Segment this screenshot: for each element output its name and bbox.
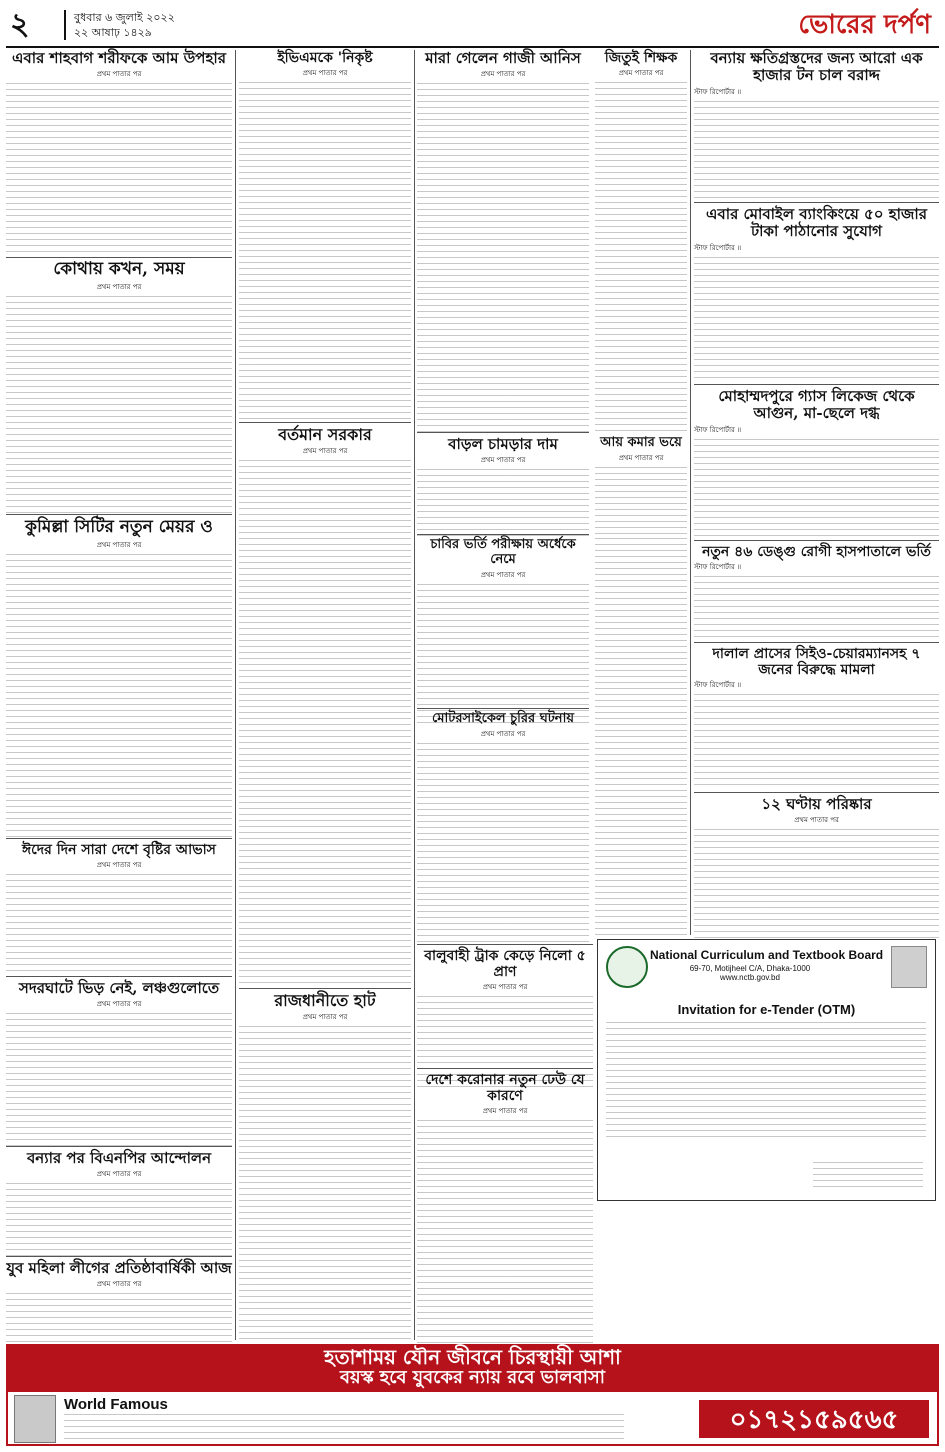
- story: [694, 646, 939, 790]
- story-headline: জিতুই শিক্ষক: [604, 50, 678, 66]
- story-byline: স্টাফ রিপোর্টার ॥: [694, 425, 742, 434]
- divider: [6, 514, 232, 515]
- story-byline: প্রথম পাতার পর: [302, 1013, 348, 1022]
- story-headline: দেশে করোনার নতুন ঢেউ যে কারণে: [425, 1072, 585, 1105]
- story-body: [417, 1120, 593, 1360]
- story: [694, 206, 939, 382]
- story-headline: বর্তমান সরকার: [278, 425, 372, 444]
- story-byline: প্রথম পাতার পর: [480, 70, 526, 79]
- story-byline: স্টাফ রিপোর্টার ॥: [694, 563, 742, 572]
- story-body: [694, 101, 939, 201]
- story: [595, 436, 687, 532]
- story-byline: প্রথম পাতার পর: [96, 861, 142, 870]
- story-body: [6, 554, 232, 842]
- divider: [694, 792, 939, 793]
- tender-notice: [597, 939, 936, 1201]
- divider: [239, 988, 411, 989]
- masthead-title: ভোরের দর্পণ: [798, 10, 931, 40]
- story-headline: কোথায় কখন, সময়: [53, 259, 185, 279]
- story: [6, 518, 232, 836]
- story-body: [694, 439, 939, 539]
- tender-body: [606, 1022, 926, 1142]
- story-headline: এবার মোবাইল ব্যাংকিংয়ে ৫০ হাজার টাকা পাঠানোর সুযোগ: [705, 205, 928, 241]
- ad-world-famous: World Famous: [64, 1396, 168, 1413]
- divider: [694, 642, 939, 643]
- story: [417, 50, 589, 430]
- story-headline: মোহাম্মদপুরে গ্যাস লিকেজ থেকে আগুন, মা-ছেলে দগ্ধ: [718, 387, 915, 423]
- story-headline: রাজধানীতে হাট: [274, 991, 376, 1010]
- story-body: [417, 743, 589, 947]
- story-byline: স্টাফ রিপোর্টার ॥: [694, 87, 742, 96]
- divider: [6, 976, 232, 977]
- divider: [694, 540, 939, 541]
- story-headline: বাড়ল চামড়ার দাম: [448, 435, 558, 453]
- page-number: ২: [10, 7, 30, 42]
- story: [6, 980, 232, 1144]
- story: [417, 1072, 593, 1340]
- story-headline: ইভিএমকে 'নিকৃষ্ট: [277, 50, 373, 66]
- divider: [417, 534, 589, 535]
- ad-person-photo: [14, 1395, 56, 1443]
- story-byline: প্রথম পাতার পর: [302, 447, 348, 456]
- column-divider: [690, 50, 691, 935]
- story: [6, 1150, 232, 1254]
- story: [417, 948, 593, 1066]
- date-gregorian: বুধবার ৬ জুলাই ২০২২: [74, 11, 175, 24]
- divider: [417, 432, 589, 433]
- divider: [6, 1256, 232, 1257]
- story-headline: কুমিল্লা সিটির নতুন মেয়র ও: [25, 517, 213, 537]
- story: [6, 260, 232, 512]
- story-byline: প্রথম পাতার পর: [96, 540, 142, 549]
- date-block: [64, 10, 175, 40]
- ad-headline-2: বয়স্ক হবে যুবকের ন্যায় রবে ভালবাসা: [339, 1367, 606, 1388]
- column-divider: [235, 50, 236, 1340]
- divider: [6, 1146, 232, 1147]
- divider: [417, 944, 593, 945]
- story-byline: প্রথম পাতার পর: [96, 70, 142, 79]
- story-body: [694, 576, 939, 642]
- story-byline: স্টাফ রিপোর্টার ॥: [694, 243, 742, 252]
- story-byline: প্রথম পাতার পর: [96, 1000, 142, 1009]
- advertisement-box: [6, 1390, 939, 1446]
- story-headline: ১২ ঘণ্টায় পরিষ্কার: [761, 795, 872, 813]
- divider: [239, 422, 411, 423]
- divider: [694, 202, 939, 203]
- ad-body: [64, 1414, 624, 1442]
- tender-address: [650, 964, 850, 982]
- story-headline: ঈদের দিন সারা দেশে বৃষ্টির আভাস: [22, 842, 216, 858]
- tender-website: www.nctb.gov.bd: [720, 973, 780, 982]
- story-body: [239, 82, 411, 422]
- story: [595, 50, 687, 430]
- story-body: [239, 1026, 411, 1386]
- newspaper-page: [6, 6, 939, 1446]
- story: [239, 992, 411, 1382]
- story-body: [239, 460, 411, 990]
- divider: [6, 838, 232, 839]
- story-headline: যুব মহিলা লীগের প্রতিষ্ঠাবার্ষিকী আজ: [6, 1259, 232, 1277]
- story-byline: প্রথম পাতার পর: [480, 456, 526, 465]
- story: [417, 436, 589, 532]
- tender-signature-block: [813, 1162, 923, 1192]
- story: [595, 538, 687, 938]
- story-body: [694, 257, 939, 383]
- date-bengali: ২২ আষাঢ় ১৪২৯: [74, 26, 152, 39]
- tender-org-name: National Curriculum and Textbook Board: [650, 948, 884, 962]
- story-headline: বালুবাহী ট্রাক কেড়ে নিলো ৫ প্রাণ: [424, 948, 586, 981]
- masthead-logo: [798, 8, 931, 42]
- story-body: [417, 584, 589, 726]
- story-body: [6, 296, 232, 516]
- story-body: [6, 1013, 232, 1149]
- story-headline: মোটরসাইকেল চুরির ঘটনায়: [431, 711, 574, 726]
- story: [6, 50, 232, 255]
- story-byline: প্রথম পাতার পর: [480, 729, 526, 738]
- story-headline: চাবির ভর্তি পরীক্ষায় অর্ধেকে নেমে: [430, 537, 576, 567]
- story-headline: বন্যার পর বিএনপির আন্দোলন: [26, 1149, 212, 1167]
- tender-title: Invitation for e-Tender (OTM): [677, 1002, 856, 1017]
- story-body: [417, 469, 589, 539]
- story: [694, 544, 939, 640]
- ad-phone-number: ০১৭২১৫৯৫৬৫: [699, 1400, 929, 1438]
- story-headline: আয় কমার ভয়ে: [600, 435, 682, 450]
- story-body: [6, 874, 232, 978]
- story-byline: প্রথম পাতার পর: [96, 1170, 142, 1179]
- story-headline: সদরঘাটে ভিড় নেই, লঞ্চগুলোতে: [18, 979, 220, 997]
- divider: [417, 1068, 593, 1069]
- story-headline: দালাল প্রাসের সিইও-চেয়ারম্যানসহ ৭ জনের বিরুদ্ধে মামলা: [712, 646, 921, 679]
- tender-address-line: 69-70, Motijheel C/A, Dhaka-1000: [689, 964, 811, 973]
- story-byline: প্রথম পাতার পর: [482, 983, 528, 992]
- story: [694, 50, 939, 200]
- story-headline: বন্যায় ক্ষতিগ্রস্তদের জন্য আরো এক হাজার টন চাল বরাদ্দ: [710, 49, 923, 85]
- story-body: [595, 467, 687, 537]
- divider: [694, 384, 939, 385]
- story-body: [694, 829, 939, 939]
- story-byline: প্রথম পাতার পর: [96, 282, 142, 291]
- story-body: [595, 82, 687, 434]
- story-byline: প্রথম পাতার পর: [794, 816, 839, 825]
- story-headline: মারা গেলেন গাজী আনিস: [425, 49, 581, 67]
- story: [239, 426, 411, 986]
- column-divider: [414, 50, 415, 1340]
- portrait-photo: [891, 946, 927, 988]
- story-byline: প্রথম পাতার পর: [480, 570, 526, 579]
- story-body: [417, 83, 589, 435]
- story-byline: প্রথম পাতার পর: [302, 69, 348, 78]
- story-byline: প্রথম পাতার পর: [482, 1107, 528, 1116]
- story-byline: স্টাফ রিপোর্টার ॥: [694, 681, 742, 690]
- story-byline: প্রথম পাতার পর: [96, 1280, 142, 1289]
- story: [694, 796, 939, 934]
- story-byline: প্রথম পাতার পর: [618, 69, 664, 78]
- divider: [6, 257, 232, 258]
- story: [417, 538, 589, 706]
- page-header: [6, 6, 939, 48]
- advertisement-banner: [6, 1344, 939, 1390]
- nctb-logo-icon: [606, 946, 648, 988]
- story-byline: প্রথম পাতার পর: [618, 453, 664, 462]
- story: [239, 50, 411, 420]
- divider: [417, 708, 589, 709]
- story-headline: এবার শাহবাগ শরীফকে আম উপহার: [12, 49, 226, 67]
- story-headline: নতুন ৪৬ ডেঙ্গু রোগী হাসপাতালে ভর্তি: [702, 544, 931, 560]
- ad-headline-1: হতাশাময় যৌন জীবনে চিরস্থায়ী আশা: [324, 1345, 621, 1369]
- story: [417, 712, 589, 942]
- story-body: [6, 1183, 232, 1261]
- story: [6, 842, 232, 974]
- story-body: [595, 538, 687, 938]
- story-body: [6, 83, 232, 253]
- story: [694, 388, 939, 538]
- story-body: [694, 694, 939, 790]
